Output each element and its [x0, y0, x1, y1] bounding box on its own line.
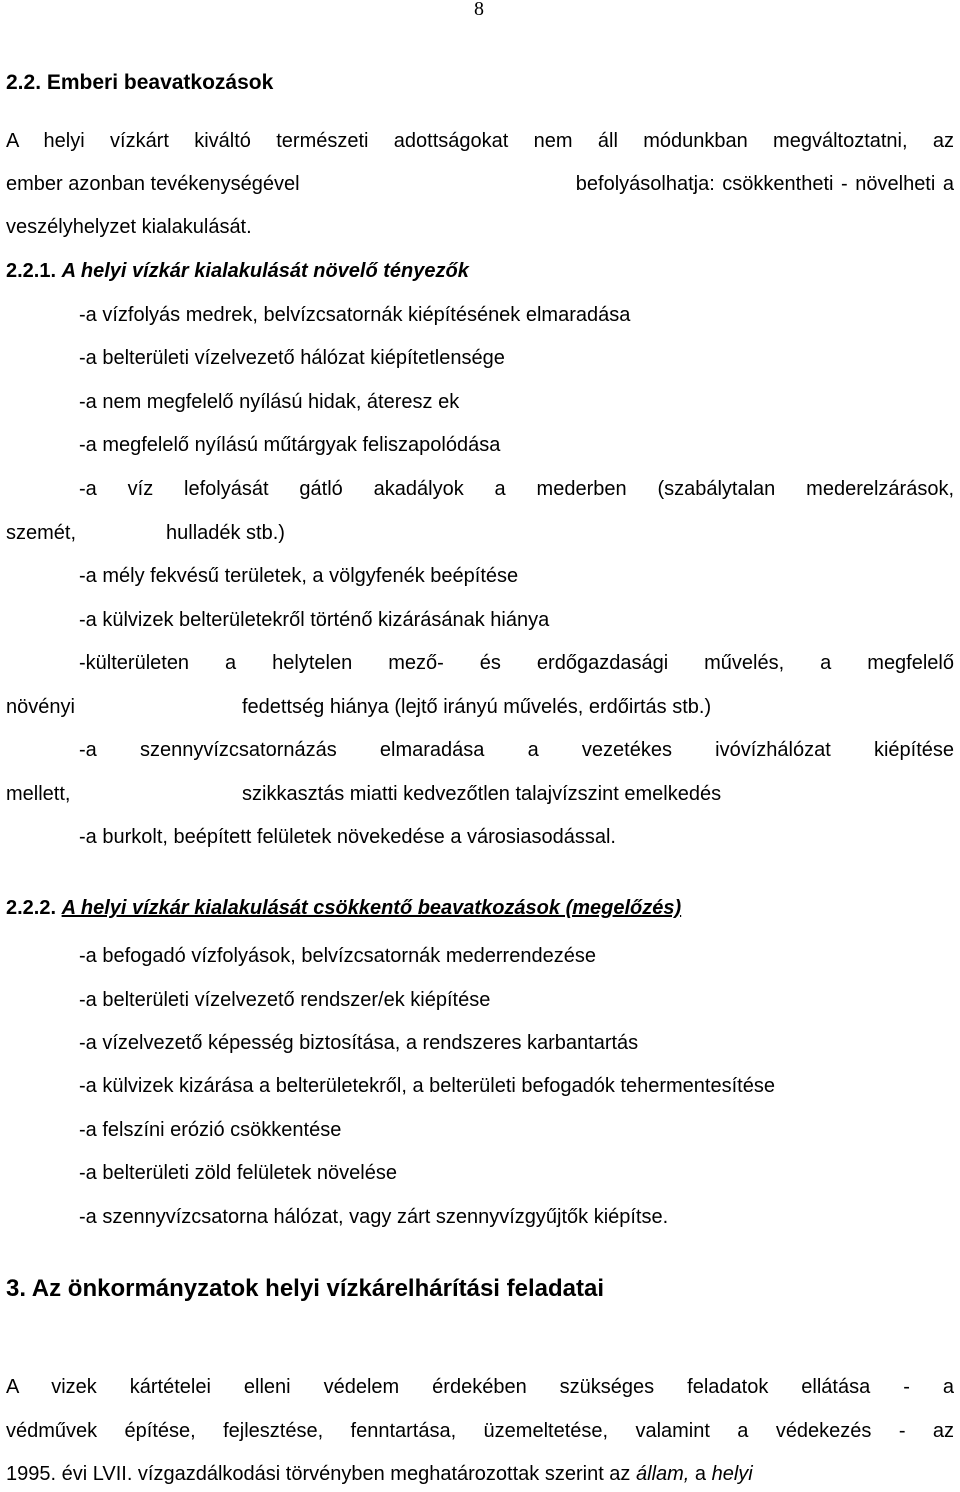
list-item: -a belterületi vízelvezető rendszer/ek kiépítése	[79, 989, 491, 1011]
list-item: -külterületen a helytelen mező- és erdőgazdasági művelés, a megfelelő	[79, 652, 954, 674]
paragraph-fragment: a	[694, 1463, 707, 1485]
section-heading-3: 3. Az önkormányzatok helyi vízkárelhárítási feladatai	[6, 1275, 605, 1302]
list-item: -a víz lefolyását gátló akadályok a mederben (szabálytalan mederelzárások,	[79, 478, 954, 500]
paragraph-line: A vizek kártételei elleni védelem érdekében szükséges feladatok ellátása - a	[6, 1376, 954, 1398]
section-heading-2-2: 2.2. Emberi beavatkozások	[6, 71, 274, 94]
list-item: -a burkolt, beépített felületek növekedése a városiasodással.	[79, 826, 616, 848]
list-item-fragment: hulladék stb.)	[166, 522, 285, 544]
list-item-fragment: növényi	[6, 696, 75, 718]
list-item: -a megfelelő nyílású műtárgyak feliszapolódása	[79, 434, 501, 456]
subsection-number: 2.2.1.	[6, 260, 57, 282]
paragraph-fragment: ember azonban tevékenységével	[6, 173, 300, 195]
emphasis-local: helyi	[711, 1463, 753, 1485]
subsection-number: 2.2.2.	[6, 897, 57, 919]
list-item: -a befogadó vízfolyások, belvízcsatornák mederrendezése	[79, 945, 596, 967]
subsection-heading-2-2-1	[6, 258, 954, 284]
list-item-fragment: szemét,	[6, 522, 77, 544]
paragraph-line: A helyi vízkárt kiváltó természeti adottságokat nem áll módunkban megváltoztatni, az	[6, 130, 954, 152]
list-item-fragment: mellett,	[6, 783, 71, 805]
list-item: -a vízelvezető képesség biztosítása, a rendszeres karbantartás	[79, 1032, 639, 1054]
paragraph-line: veszélyhelyzet kialakulását.	[6, 216, 252, 238]
subsection-heading-2-2-2	[6, 895, 954, 921]
paragraph-fragment: 1995. évi LVII. vízgazdálkodási törvényben meghatározottak szerint az	[6, 1463, 631, 1485]
page-number: 8	[474, 0, 484, 20]
list-item: -a belterületi zöld felületek növelése	[79, 1162, 397, 1184]
subsection-title: A helyi vízkár kialakulását növelő tényezők	[61, 260, 469, 282]
list-item: -a belterületi vízelvezető hálózat kiépítetlensége	[79, 347, 505, 369]
list-item: -a felszíni erózió csökkentése	[79, 1119, 342, 1141]
list-item: -a külvizek kizárása a belterületekről, a belterületi befogadók tehermentesítése	[79, 1075, 775, 1097]
emphasis-state: állam,	[636, 1463, 690, 1485]
paragraph-line	[6, 1461, 954, 1487]
list-item: -a mély fekvésű területek, a völgyfenék beépítése	[79, 565, 519, 587]
list-item: -a vízfolyás medrek, belvízcsatornák kiépítésének elmaradása	[79, 304, 631, 326]
list-item: -a szennyvízcsatornázás elmaradása a vezetékes ivóvízhálózat kiépítése	[79, 739, 954, 761]
paragraph-fragment: befolyásolhatja: csökkentheti - növelheti a	[575, 173, 954, 195]
paragraph-line: védművek építése, fejlesztése, fenntartása, üzemeltetése, valamint a védekezés - az	[6, 1420, 954, 1442]
list-item: -a szennyvízcsatorna hálózat, vagy zárt szennyvízgyűjtők kiépítse.	[79, 1206, 669, 1228]
subsection-title: A helyi vízkár kialakulását csökkentő beavatkozások (megelőzés)	[61, 897, 682, 919]
list-item: -a nem megfelelő nyílású hidak, áteresz ek	[79, 391, 460, 413]
list-item-fragment: szikkasztás miatti kedvezőtlen talajvízszint emelkedés	[242, 783, 722, 805]
list-item: -a külvizek belterületekről történő kizárásának hiánya	[79, 609, 550, 631]
list-item-fragment: fedettség hiánya (lejtő irányú művelés, erdőirtás stb.)	[242, 696, 712, 718]
